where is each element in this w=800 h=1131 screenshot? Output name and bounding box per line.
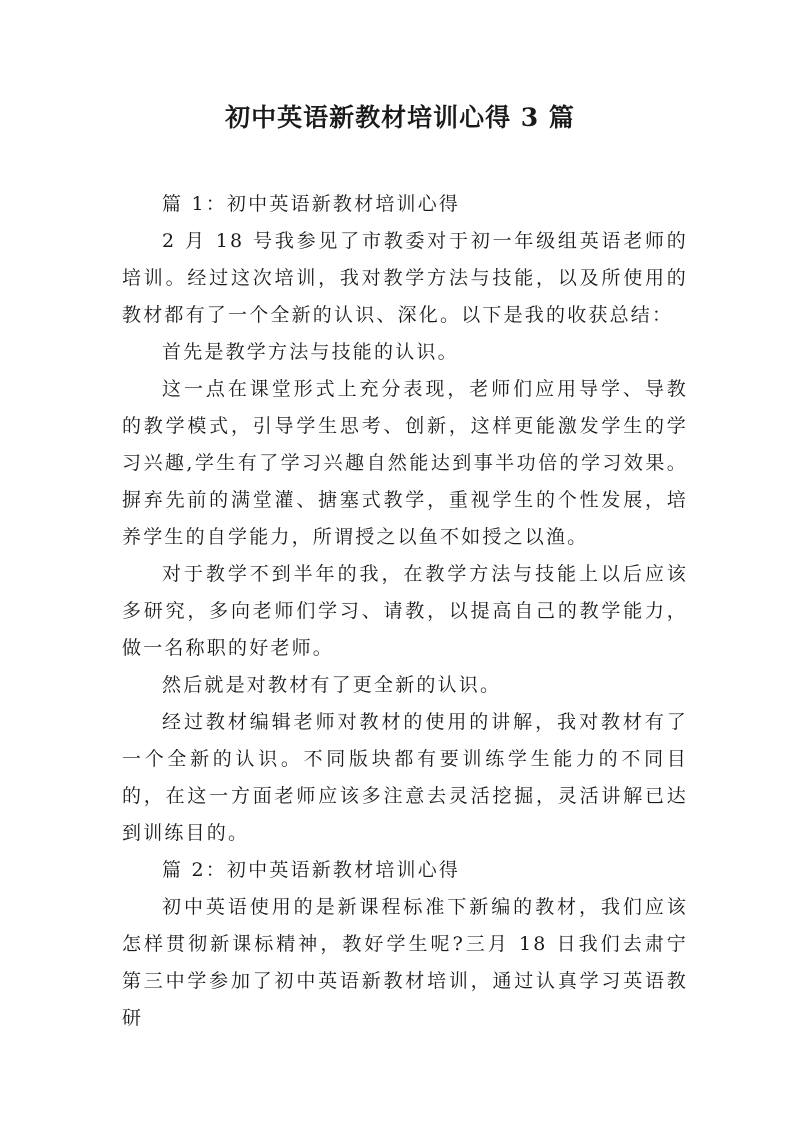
body-paragraph: 这一点在课堂形式上充分表现，老师们应用导学、导教的教学模式，引导学生思考、创新，这样更能激发学生的学习兴趣,学生有了学习兴趣自然能达到事半功倍的学习效果。摒弃先前的满堂灌、搪塞式教学，重视学生的个性发展，培养学生的自学能力，所谓授之以鱼不如授之以渔。: [122, 378, 688, 548]
body-paragraph: 首先是教学方法与技能的认识。: [162, 341, 459, 363]
body-paragraph: 对于教学不到半年的我，在教学方法与技能上以后应该多研究，多向老师们学习、请教，以提高自己的教学能力，做一名称职的好老师。: [122, 563, 688, 659]
document-title: 初中英语新教材培训心得 3 篇: [225, 103, 575, 132]
body-paragraph: 经过教材编辑老师对教材的使用的讲解，我对教材有了一个全新的认识。不同版块都有要训练学生能力的不同目的，在这一方面老师应该多注意去灵活挖掘，灵活讲解已达到训练目的。: [122, 711, 688, 844]
section-heading: 篇 2：初中英语新教材培训心得: [162, 859, 461, 881]
document-body: [122, 186, 688, 1037]
body-paragraph: 2 月 18 号我参见了市教委对于初一年级组英语老师的培训。经过这次培训，我对教学方法与技能，以及所使用的教材都有了一个全新的认识、深化。以下是我的收获总结：: [122, 230, 688, 326]
body-paragraph: 初中英语使用的是新课程标准下新编的教材，我们应该怎样贯彻新课标精神，教好学生呢?三月 18 日我们去肃宁第三中学参加了初中英语新教材培训，通过认真学习英语教研: [122, 896, 688, 1029]
section-heading: 篇 1：初中英语新教材培训心得: [162, 193, 461, 215]
body-paragraph: 然后就是对教材有了更全新的认识。: [162, 674, 502, 696]
